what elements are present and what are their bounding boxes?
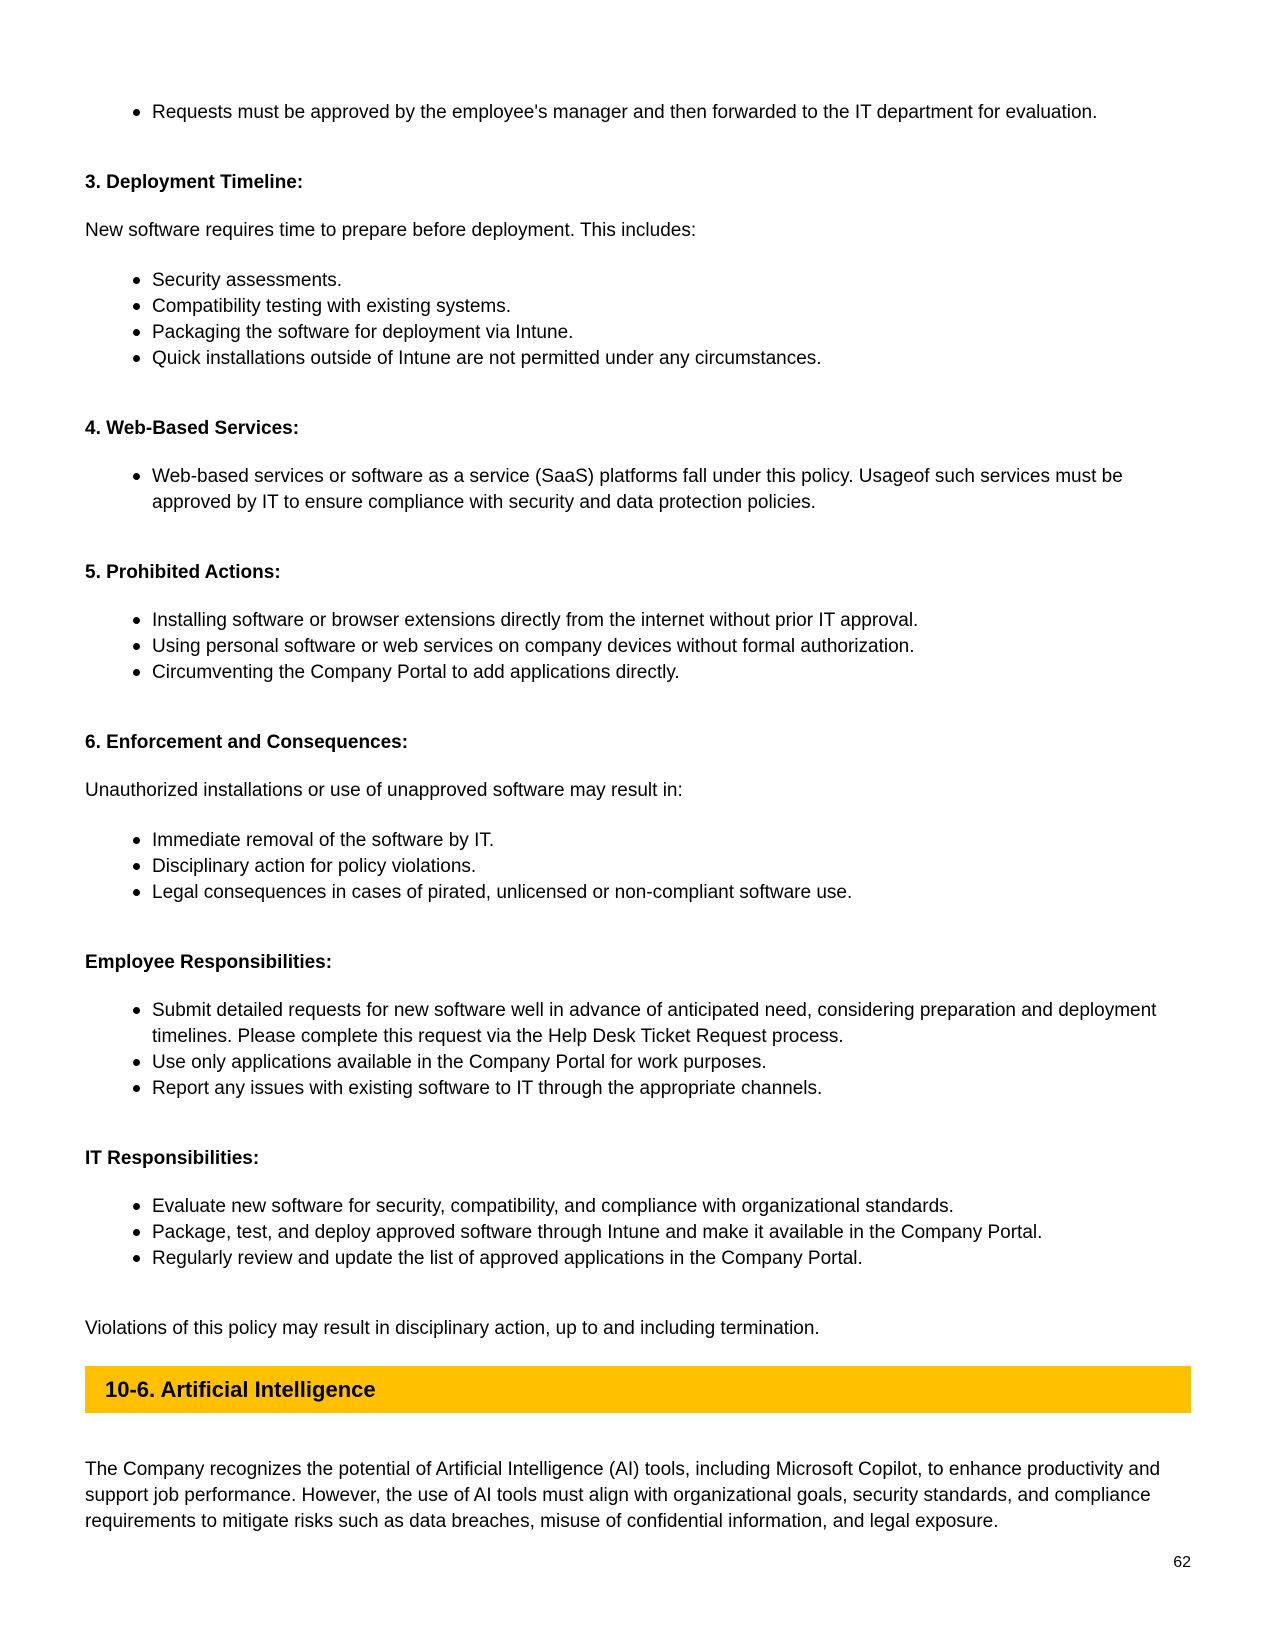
section-heading-enforcement-consequences: 6. Enforcement and Consequences: [85,732,409,753]
section-heading-web-based-services: 4. Web-Based Services: [85,418,300,439]
bullet-item: Use only applications available in the Company Portal for work purposes. [133,1050,1191,1076]
bullet-item: Disciplinary action for policy violations. [133,854,1191,880]
bullet-list-deployment-timeline [85,268,1191,372]
bullet-item: Legal consequences in cases of pirated, unlicensed or non-compliant software use. [133,880,1191,906]
section-lead: New software requires time to prepare before deployment. This includes: [85,220,697,241]
bullet-item: Immediate removal of the software by IT. [133,828,1191,854]
bullet-item: Evaluate new software for security, compatibility, and compliance with organizational standards. [133,1194,1191,1220]
bullet-item: Package, test, and deploy approved software through Intune and make it available in the Company Portal. [133,1220,1191,1246]
bullet-list-prohibited-actions [85,608,1191,686]
bullet-item: Web-based services or software as a service (SaaS) platforms fall under this policy. Usageof such services must be approved by IT to ensure compliance with security and data protection policies. [133,464,1191,516]
bullet-list-web-based-services [85,464,1191,516]
closing-paragraph: Violations of this policy may result in disciplinary action, up to and including termination. [85,1318,820,1339]
bullet-item: Quick installations outside of Intune are not permitted under any circumstances. [133,346,1191,372]
bullet-list-it-responsibilities [85,1194,1191,1272]
document-content [85,100,1191,1535]
bullet-item: Report any issues with existing software to IT through the appropriate channels. [133,1076,1191,1102]
bullet-item: Packaging the software for deployment via Intune. [133,320,1191,346]
bullet-item: Requests must be approved by the employee's manager and then forwarded to the IT department for evaluation. [133,100,1191,126]
bullet-item: Compatibility testing with existing systems. [133,294,1191,320]
section-heading-prohibited-actions: 5. Prohibited Actions: [85,562,281,583]
bullet-item: Security assessments. [133,268,1191,294]
section-banner-artificial-intelligence [85,1366,1191,1413]
section-lead: Unauthorized installations or use of unapproved software may result in: [85,780,683,801]
bullet-item: Using personal software or web services on company devices without formal authorization. [133,634,1191,660]
ai-intro-paragraph: The Company recognizes the potential of Artificial Intelligence (AI) tools, including Microsoft Copilot, to enhance productivity and support job performance. However, the use of AI tools must align with organizational goals, security standards, and compliance requirements to mitigate risks such as data breaches, misuse of confidential information, and legal exposure. [85,1459,1161,1532]
bullet-item: Circumventing the Company Portal to add applications directly. [133,660,1191,686]
banner-title: 10-6. Artificial Intelligence [105,1376,376,1402]
intro-bullet-list [85,100,1191,126]
section-heading-employee-responsibilities: Employee Responsibilities: [85,952,333,973]
bullet-item: Regularly review and update the list of approved applications in the Company Portal. [133,1246,1191,1272]
bullet-list-enforcement-consequences [85,828,1191,906]
bullet-item: Installing software or browser extensions directly from the internet without prior IT approval. [133,608,1191,634]
page-number: 62 [1173,1554,1191,1571]
section-heading-deployment-timeline: 3. Deployment Timeline: [85,172,304,193]
section-heading-it-responsibilities: IT Responsibilities: [85,1148,260,1169]
bullet-list-employee-responsibilities [85,998,1191,1102]
bullet-item: Submit detailed requests for new software well in advance of anticipated need, considering preparation and deployment timelines. Please complete this request via the Help Desk Ticket Request process. [133,998,1191,1050]
